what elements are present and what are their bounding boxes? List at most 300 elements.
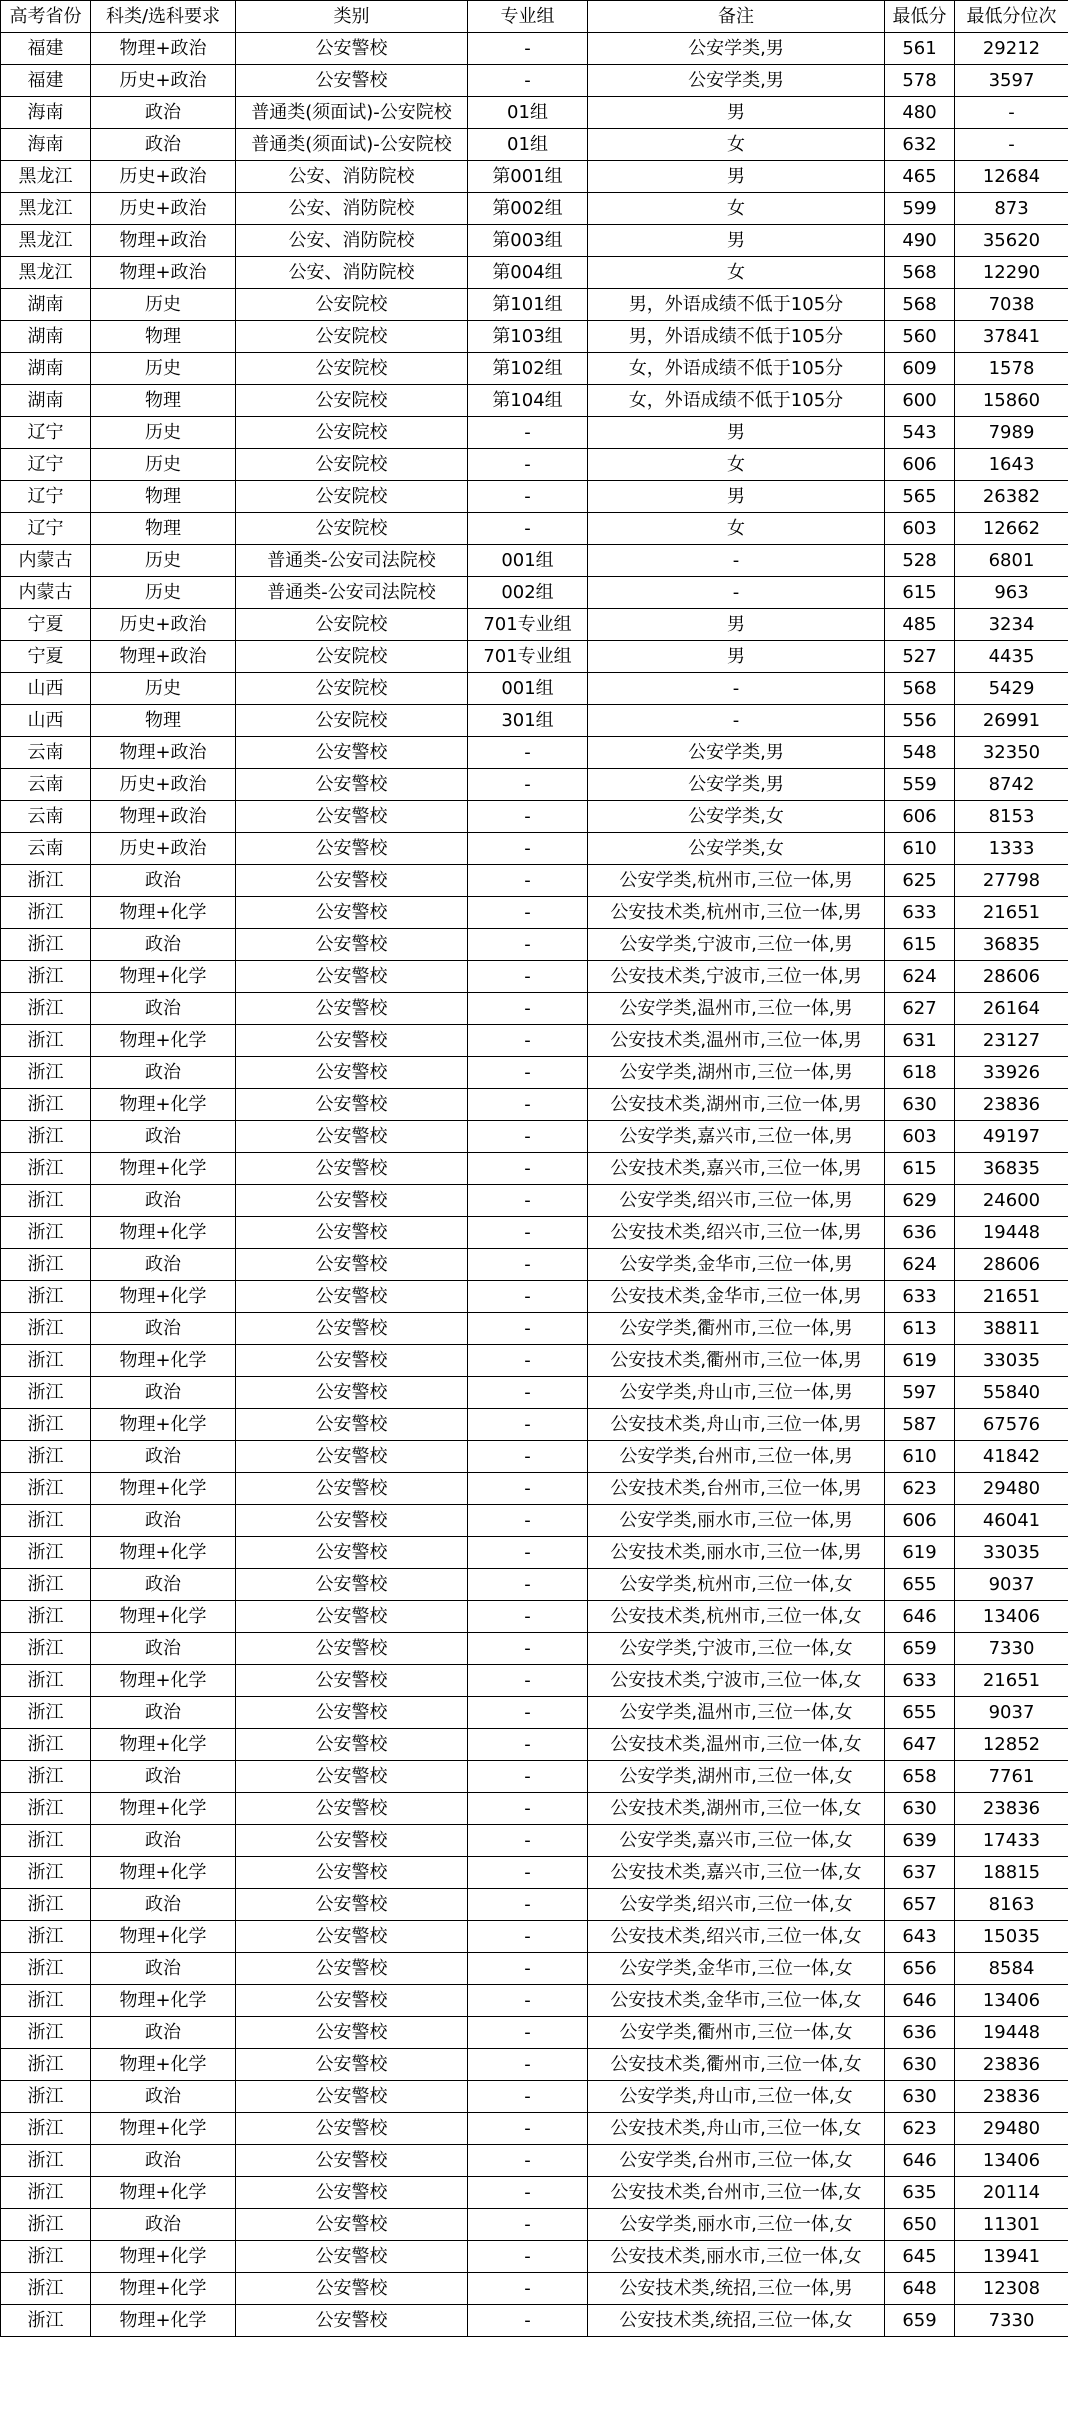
table-row [1,2177,1068,2209]
table-row [1,1729,1068,1761]
cell-remark: 公安学类,男 [588,65,885,97]
cell-province: 浙江 [1,1441,91,1473]
cell-province: 浙江 [1,1153,91,1185]
cell-subject: 物理+政治 [91,33,236,65]
table-row [1,1057,1068,1089]
cell-group: - [468,769,588,801]
cell-category: 公安院校 [236,513,468,545]
cell-group: - [468,1985,588,2017]
cell-subject: 物理+化学 [91,1153,236,1185]
cell-subject: 物理+化学 [91,2273,236,2305]
cell-group: - [468,1409,588,1441]
cell-group: - [468,481,588,513]
cell-category: 公安警校 [236,2081,468,2113]
cell-province: 浙江 [1,1985,91,2017]
cell-remark: 公安学类,绍兴市,三位一体,女 [588,1889,885,1921]
cell-province: 浙江 [1,1313,91,1345]
cell-min-rank: 35620 [955,225,1068,257]
cell-province: 湖南 [1,321,91,353]
table-row [1,2017,1068,2049]
cell-min-rank: 7761 [955,1761,1068,1793]
cell-category: 公安警校 [236,2177,468,2209]
cell-remark: 公安技术类,金华市,三位一体,男 [588,1281,885,1313]
cell-subject: 历史 [91,353,236,385]
cell-min-score: 609 [885,353,955,385]
cell-min-score: 657 [885,1889,955,1921]
cell-group: - [468,1505,588,1537]
cell-category: 公安警校 [236,929,468,961]
cell-group: - [468,1697,588,1729]
cell-subject: 物理+政治 [91,257,236,289]
cell-remark: 公安技术类,温州市,三位一体,男 [588,1025,885,1057]
cell-subject: 物理+化学 [91,1345,236,1377]
table-row [1,1633,1068,1665]
table-row [1,2241,1068,2273]
cell-min-score: 659 [885,1633,955,1665]
cell-group: - [468,1313,588,1345]
cell-subject: 政治 [91,1441,236,1473]
cell-min-rank: 19448 [955,1217,1068,1249]
cell-min-score: 635 [885,2177,955,2209]
cell-subject: 政治 [91,1313,236,1345]
table-row [1,1825,1068,1857]
cell-min-rank: 13406 [955,2145,1068,2177]
table-row [1,1473,1068,1505]
cell-remark: 男 [588,97,885,129]
cell-category: 公安警校 [236,1953,468,1985]
cell-province: 云南 [1,833,91,865]
cell-category: 公安院校 [236,289,468,321]
cell-group: - [468,1857,588,1889]
cell-min-score: 606 [885,801,955,833]
cell-remark: - [588,705,885,737]
cell-min-score: 587 [885,1409,955,1441]
cell-category: 公安警校 [236,1473,468,1505]
cell-subject: 历史+政治 [91,161,236,193]
cell-remark: 女 [588,257,885,289]
cell-group: - [468,1025,588,1057]
cell-category: 公安警校 [236,1505,468,1537]
table-row [1,513,1068,545]
cell-group: 301组 [468,705,588,737]
cell-subject: 历史+政治 [91,609,236,641]
cell-subject: 政治 [91,993,236,1025]
cell-category: 公安警校 [236,1793,468,1825]
cell-min-rank: 23836 [955,1089,1068,1121]
cell-remark: 公安技术类,温州市,三位一体,女 [588,1729,885,1761]
cell-min-score: 633 [885,897,955,929]
cell-remark: 女 [588,449,885,481]
cell-category: 公安警校 [236,801,468,833]
cell-group: - [468,1281,588,1313]
cell-group: 701专业组 [468,641,588,673]
cell-group: - [468,865,588,897]
cell-category: 公安警校 [236,833,468,865]
cell-province: 浙江 [1,2113,91,2145]
cell-province: 浙江 [1,961,91,993]
cell-province: 浙江 [1,2177,91,2209]
cell-min-rank: 36835 [955,1153,1068,1185]
table-row [1,353,1068,385]
cell-group: 002组 [468,577,588,609]
cell-category: 公安院校 [236,641,468,673]
table-row [1,2273,1068,2305]
cell-subject: 物理+化学 [91,1281,236,1313]
cell-category: 公安警校 [236,1409,468,1441]
cell-min-rank: 9037 [955,1697,1068,1729]
cell-subject: 物理+化学 [91,897,236,929]
cell-min-score: 480 [885,97,955,129]
cell-remark: 男，外语成绩不低于105分 [588,321,885,353]
cell-province: 浙江 [1,2273,91,2305]
cell-min-score: 639 [885,1825,955,1857]
cell-group: - [468,1473,588,1505]
cell-min-score: 650 [885,2209,955,2241]
cell-remark: 公安技术类,台州市,三位一体,女 [588,2177,885,2209]
cell-min-score: 633 [885,1281,955,1313]
cell-remark: 公安学类,台州市,三位一体,男 [588,1441,885,1473]
cell-min-score: 568 [885,257,955,289]
cell-category: 公安警校 [236,1313,468,1345]
header-remark: 备注 [588,1,885,33]
cell-group: 第004组 [468,257,588,289]
cell-min-score: 632 [885,129,955,161]
table-row [1,129,1068,161]
table-row [1,1921,1068,1953]
cell-subject: 物理 [91,481,236,513]
cell-min-score: 645 [885,2241,955,2273]
cell-subject: 历史 [91,289,236,321]
cell-subject: 物理+化学 [91,1665,236,1697]
cell-remark: 公安技术类,舟山市,三位一体,女 [588,2113,885,2145]
cell-min-rank: 26382 [955,481,1068,513]
cell-min-rank: 7989 [955,417,1068,449]
cell-min-score: 623 [885,2113,955,2145]
cell-category: 公安警校 [236,1825,468,1857]
cell-min-score: 578 [885,65,955,97]
cell-province: 浙江 [1,2017,91,2049]
cell-category: 公安警校 [236,2241,468,2273]
cell-min-score: 630 [885,2049,955,2081]
cell-min-rank: 7330 [955,1633,1068,1665]
cell-category: 公安院校 [236,385,468,417]
cell-min-score: 627 [885,993,955,1025]
cell-province: 浙江 [1,1121,91,1153]
cell-province: 黑龙江 [1,257,91,289]
cell-subject: 物理+政治 [91,801,236,833]
cell-min-score: 568 [885,289,955,321]
cell-group: - [468,1185,588,1217]
table-row [1,257,1068,289]
cell-min-rank: 3597 [955,65,1068,97]
cell-group: - [468,2209,588,2241]
cell-min-score: 543 [885,417,955,449]
cell-min-rank: 38811 [955,1313,1068,1345]
cell-group: - [468,1953,588,1985]
cell-min-rank: 23836 [955,1793,1068,1825]
cell-group: - [468,833,588,865]
cell-remark: 女 [588,129,885,161]
cell-subject: 物理 [91,513,236,545]
cell-category: 公安警校 [236,1121,468,1153]
table-row [1,2113,1068,2145]
cell-group: - [468,65,588,97]
cell-province: 浙江 [1,1729,91,1761]
table-row [1,1025,1068,1057]
table-row [1,641,1068,673]
table-row [1,161,1068,193]
cell-subject: 政治 [91,1953,236,1985]
table-row [1,1889,1068,1921]
cell-remark: 公安技术类,统招,三位一体,男 [588,2273,885,2305]
cell-min-rank: 12662 [955,513,1068,545]
cell-group: - [468,1537,588,1569]
cell-group: 第003组 [468,225,588,257]
cell-subject: 物理+化学 [91,1921,236,1953]
cell-remark: 男 [588,161,885,193]
cell-remark: 男 [588,417,885,449]
cell-group: - [468,1345,588,1377]
table-row [1,993,1068,1025]
cell-category: 公安警校 [236,1441,468,1473]
cell-remark: 公安学类,女 [588,833,885,865]
cell-min-score: 485 [885,609,955,641]
cell-min-rank: 1578 [955,353,1068,385]
cell-category: 公安警校 [236,2113,468,2145]
cell-subject: 历史 [91,417,236,449]
cell-remark: 公安学类,金华市,三位一体,女 [588,1953,885,1985]
cell-subject: 政治 [91,1377,236,1409]
cell-remark: 公安学类,丽水市,三位一体,女 [588,2209,885,2241]
cell-min-rank: 9037 [955,1569,1068,1601]
cell-category: 公安院校 [236,417,468,449]
cell-min-rank: 23836 [955,2081,1068,2113]
cell-min-rank: 49197 [955,1121,1068,1153]
cell-min-rank: 7038 [955,289,1068,321]
cell-remark: 公安学类,舟山市,三位一体,男 [588,1377,885,1409]
cell-subject: 物理+化学 [91,2177,236,2209]
cell-province: 浙江 [1,1409,91,1441]
cell-category: 公安警校 [236,961,468,993]
table-row [1,801,1068,833]
cell-remark: 女，外语成绩不低于105分 [588,353,885,385]
cell-min-rank: 23127 [955,1025,1068,1057]
table-row [1,2209,1068,2241]
cell-group: - [468,1249,588,1281]
cell-group: - [468,2273,588,2305]
cell-group: - [468,2049,588,2081]
table-row [1,1761,1068,1793]
cell-group: - [468,2305,588,2337]
table-row [1,33,1068,65]
cell-group: - [468,1121,588,1153]
table-header [1,1,1068,33]
cell-min-score: 623 [885,1473,955,1505]
cell-min-score: 648 [885,2273,955,2305]
cell-subject: 物理+化学 [91,1601,236,1633]
cell-group: - [468,1153,588,1185]
cell-min-score: 615 [885,577,955,609]
cell-category: 公安警校 [236,1601,468,1633]
cell-min-rank: 8153 [955,801,1068,833]
cell-subject: 政治 [91,1249,236,1281]
cell-province: 辽宁 [1,481,91,513]
cell-group: - [468,1921,588,1953]
table-row [1,1377,1068,1409]
cell-category: 公安警校 [236,1537,468,1569]
table-row [1,833,1068,865]
cell-min-score: 568 [885,673,955,705]
cell-remark: 女 [588,513,885,545]
cell-min-score: 658 [885,1761,955,1793]
cell-min-rank: 8584 [955,1953,1068,1985]
cell-min-rank: 33035 [955,1537,1068,1569]
cell-subject: 物理+化学 [91,1089,236,1121]
cell-min-rank: 36835 [955,929,1068,961]
cell-group: - [468,961,588,993]
table-row [1,545,1068,577]
cell-min-score: 606 [885,1505,955,1537]
cell-group: - [468,801,588,833]
cell-min-score: 610 [885,1441,955,1473]
cell-subject: 政治 [91,1121,236,1153]
cell-min-score: 559 [885,769,955,801]
cell-subject: 政治 [91,2145,236,2177]
cell-remark: 公安学类,嘉兴市,三位一体,男 [588,1121,885,1153]
cell-remark: 公安技术类,绍兴市,三位一体,女 [588,1921,885,1953]
cell-min-score: 633 [885,1665,955,1697]
cell-category: 公安警校 [236,33,468,65]
cell-province: 福建 [1,33,91,65]
cell-min-rank: 27798 [955,865,1068,897]
cell-category: 公安警校 [236,1921,468,1953]
cell-province: 浙江 [1,1057,91,1089]
cell-subject: 物理+化学 [91,2241,236,2273]
cell-province: 山西 [1,673,91,705]
cell-remark: 公安学类,舟山市,三位一体,女 [588,2081,885,2113]
cell-province: 浙江 [1,1857,91,1889]
cell-province: 浙江 [1,1633,91,1665]
cell-category: 公安、消防院校 [236,161,468,193]
cell-province: 宁夏 [1,641,91,673]
cell-province: 海南 [1,97,91,129]
cell-min-score: 603 [885,1121,955,1153]
cell-province: 辽宁 [1,449,91,481]
cell-min-rank: 21651 [955,897,1068,929]
cell-min-rank: 6801 [955,545,1068,577]
header-province: 高考省份 [1,1,91,33]
cell-province: 浙江 [1,1089,91,1121]
cell-remark: 公安技术类,嘉兴市,三位一体,女 [588,1857,885,1889]
table-row [1,289,1068,321]
cell-category: 公安警校 [236,1281,468,1313]
cell-group: - [468,929,588,961]
cell-subject: 政治 [91,1185,236,1217]
table-row [1,1793,1068,1825]
cell-category: 公安警校 [236,897,468,929]
cell-group: 第104组 [468,385,588,417]
cell-remark: 公安技术类,湖州市,三位一体,女 [588,1793,885,1825]
header-subject: 科类/选科要求 [91,1,236,33]
cell-category: 公安警校 [236,2209,468,2241]
cell-category: 公安、消防院校 [236,225,468,257]
cell-group: - [468,2113,588,2145]
table-row [1,1537,1068,1569]
cell-min-score: 527 [885,641,955,673]
cell-remark: 公安学类,金华市,三位一体,男 [588,1249,885,1281]
cell-group: - [468,1089,588,1121]
table-row [1,1505,1068,1537]
cell-min-score: 599 [885,193,955,225]
cell-remark: 公安学类,温州市,三位一体,男 [588,993,885,1025]
cell-min-score: 624 [885,1249,955,1281]
header-row [1,1,1068,33]
cell-group: - [468,897,588,929]
cell-province: 云南 [1,769,91,801]
cell-subject: 物理+化学 [91,1025,236,1057]
cell-group: 第001组 [468,161,588,193]
cell-min-rank: 1643 [955,449,1068,481]
cell-min-rank: 17433 [955,1825,1068,1857]
cell-group: - [468,1569,588,1601]
cell-remark: 公安技术类,杭州市,三位一体,男 [588,897,885,929]
cell-remark: 公安学类,男 [588,33,885,65]
table-row [1,737,1068,769]
cell-min-score: 560 [885,321,955,353]
table-row [1,673,1068,705]
cell-remark: 公安技术类,丽水市,三位一体,男 [588,1537,885,1569]
cell-category: 公安警校 [236,1761,468,1793]
cell-min-rank: 12308 [955,2273,1068,2305]
cell-group: - [468,2145,588,2177]
cell-province: 云南 [1,737,91,769]
table-row [1,1569,1068,1601]
cell-subject: 物理 [91,321,236,353]
header-min-score: 最低分 [885,1,955,33]
cell-category: 公安警校 [236,993,468,1025]
cell-group: - [468,2241,588,2273]
cell-subject: 政治 [91,1057,236,1089]
cell-province: 浙江 [1,929,91,961]
cell-min-score: 490 [885,225,955,257]
cell-category: 公安院校 [236,449,468,481]
cell-province: 浙江 [1,1185,91,1217]
cell-min-rank: 7330 [955,2305,1068,2337]
cell-category: 公安警校 [236,1345,468,1377]
cell-group: 001组 [468,545,588,577]
cell-subject: 政治 [91,129,236,161]
cell-province: 浙江 [1,2049,91,2081]
cell-min-score: 637 [885,1857,955,1889]
cell-min-score: 606 [885,449,955,481]
cell-category: 公安警校 [236,65,468,97]
table-row [1,321,1068,353]
cell-category: 公安警校 [236,1185,468,1217]
cell-group: 01组 [468,97,588,129]
cell-min-score: 561 [885,33,955,65]
cell-province: 浙江 [1,1793,91,1825]
cell-category: 公安警校 [236,1025,468,1057]
cell-province: 浙江 [1,1505,91,1537]
cell-province: 山西 [1,705,91,737]
cell-remark: 公安学类,丽水市,三位一体,男 [588,1505,885,1537]
cell-province: 浙江 [1,1249,91,1281]
cell-category: 公安警校 [236,1153,468,1185]
cell-group: 第103组 [468,321,588,353]
table-row [1,2305,1068,2337]
cell-category: 公安警校 [236,1857,468,1889]
cell-province: 浙江 [1,1601,91,1633]
